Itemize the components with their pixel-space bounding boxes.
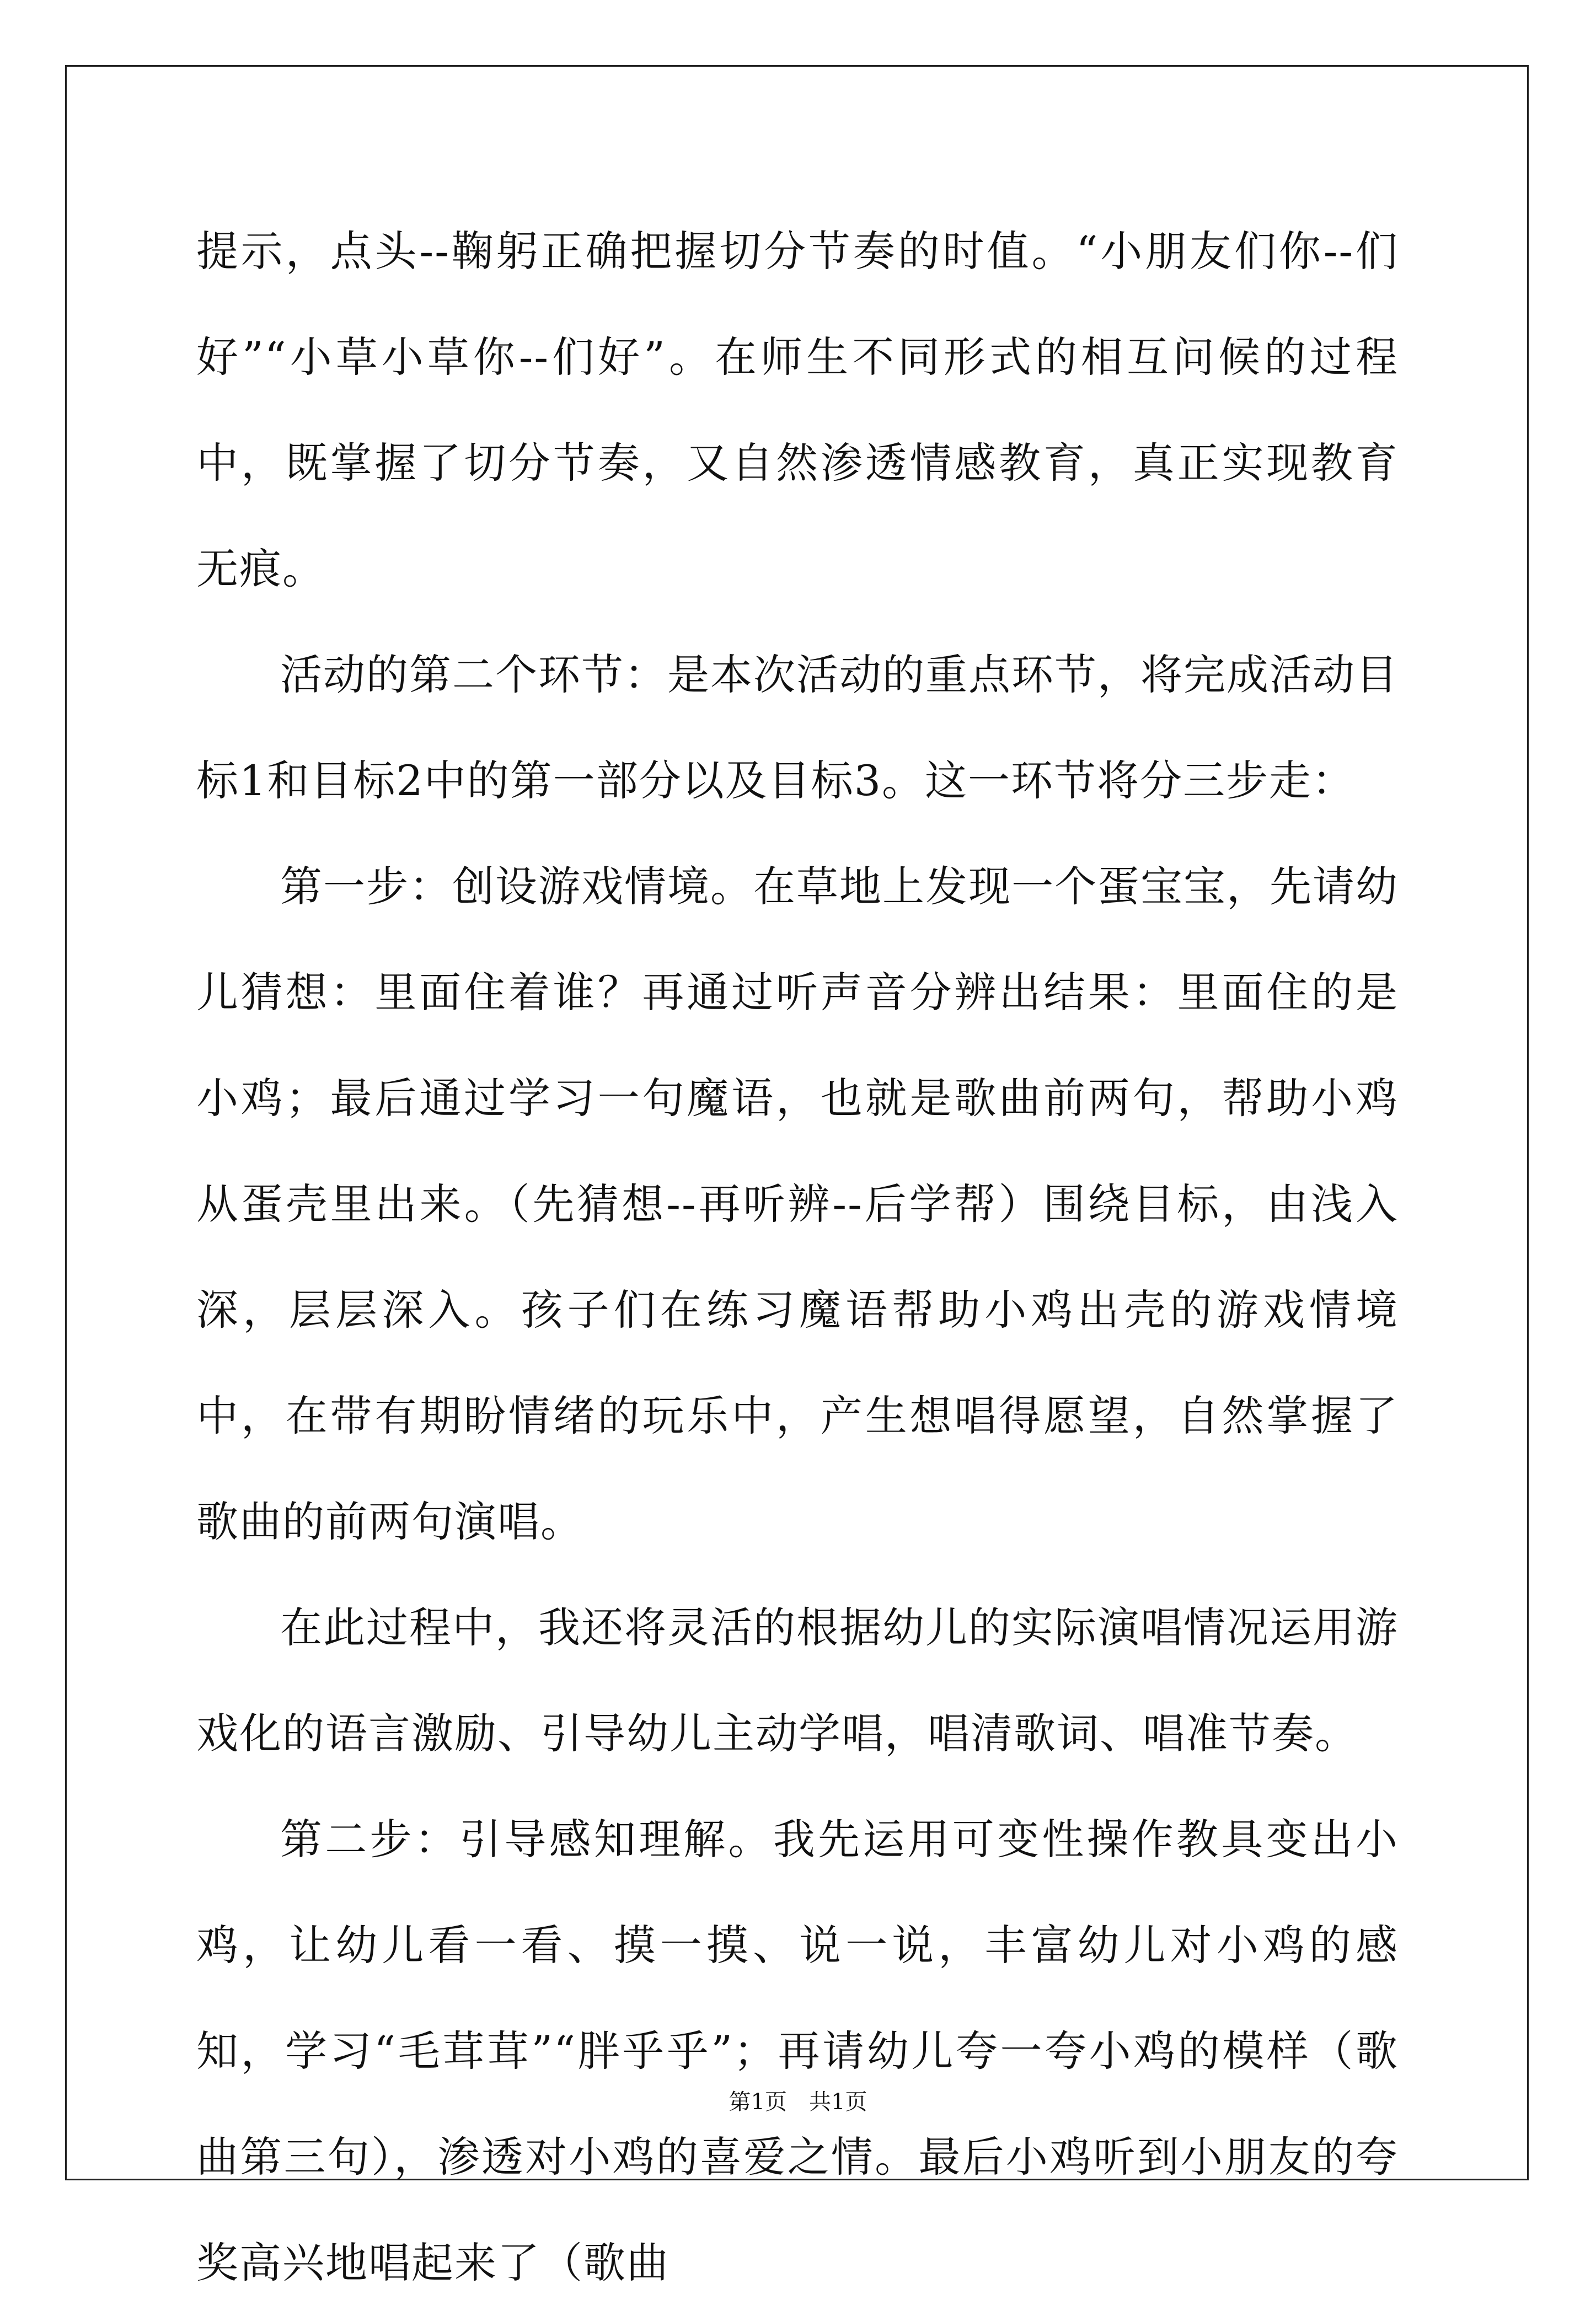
document-body (196, 199, 1399, 2316)
paragraph-4: 在此过程中，我还将灵活的根据幼儿的实际演唱情况运用游戏化的语言激励、引导幼儿主动学唱，唱清歌词、唱准节奏。 (196, 1603, 1399, 1758)
page-total: 共1页 (809, 2089, 867, 2115)
page-number: 第1页 (729, 2089, 787, 2115)
paragraph-5: 第二步：引导感知理解。我先运用可变性操作教具变出小鸡，让幼儿看一看、摸一摸、说一说，丰富幼儿对小鸡的感知，学习“毛茸茸”“胖乎乎”；再请幼儿夸一夸小鸡的模样（歌曲第三句），渗透对小鸡的喜爱之情。最后小鸡听到小朋友的夸奖高兴地唱起来了（歌曲 (196, 1815, 1399, 2287)
paragraph-2: 活动的第二个环节：是本次活动的重点环节，将完成活动目标1和目标2中的第一部分以及目标3。这一环节将分三步走： (196, 650, 1399, 805)
paragraph-1: 提示，点头--鞠躬正确把握切分节奏的时值。“小朋友们你--们好”“小草小草你--们好”。在师生不同形式的相互问候的过程中，既掌握了切分节奏，又自然渗透情感教育，真正实现教育无痕。 (196, 227, 1399, 593)
page-footer (0, 2084, 1596, 2116)
paragraph-3: 第一步：创设游戏情境。在草地上发现一个蛋宝宝，先请幼儿猜想：里面住着谁？再通过听声音分辨出结果：里面住的是小鸡；最后通过学习一句魔语，也就是歌曲前两句，帮助小鸡从蛋壳里出来。（先猜想--再听辨--后学帮）围绕目标，由浅入深，层层深入。孩子们在练习魔语帮助小鸡出壳的游戏情境中，在带有期盼情绪的玩乐中，产生想唱得愿望，自然掌握了歌曲的前两句演唱。 (196, 862, 1399, 1546)
